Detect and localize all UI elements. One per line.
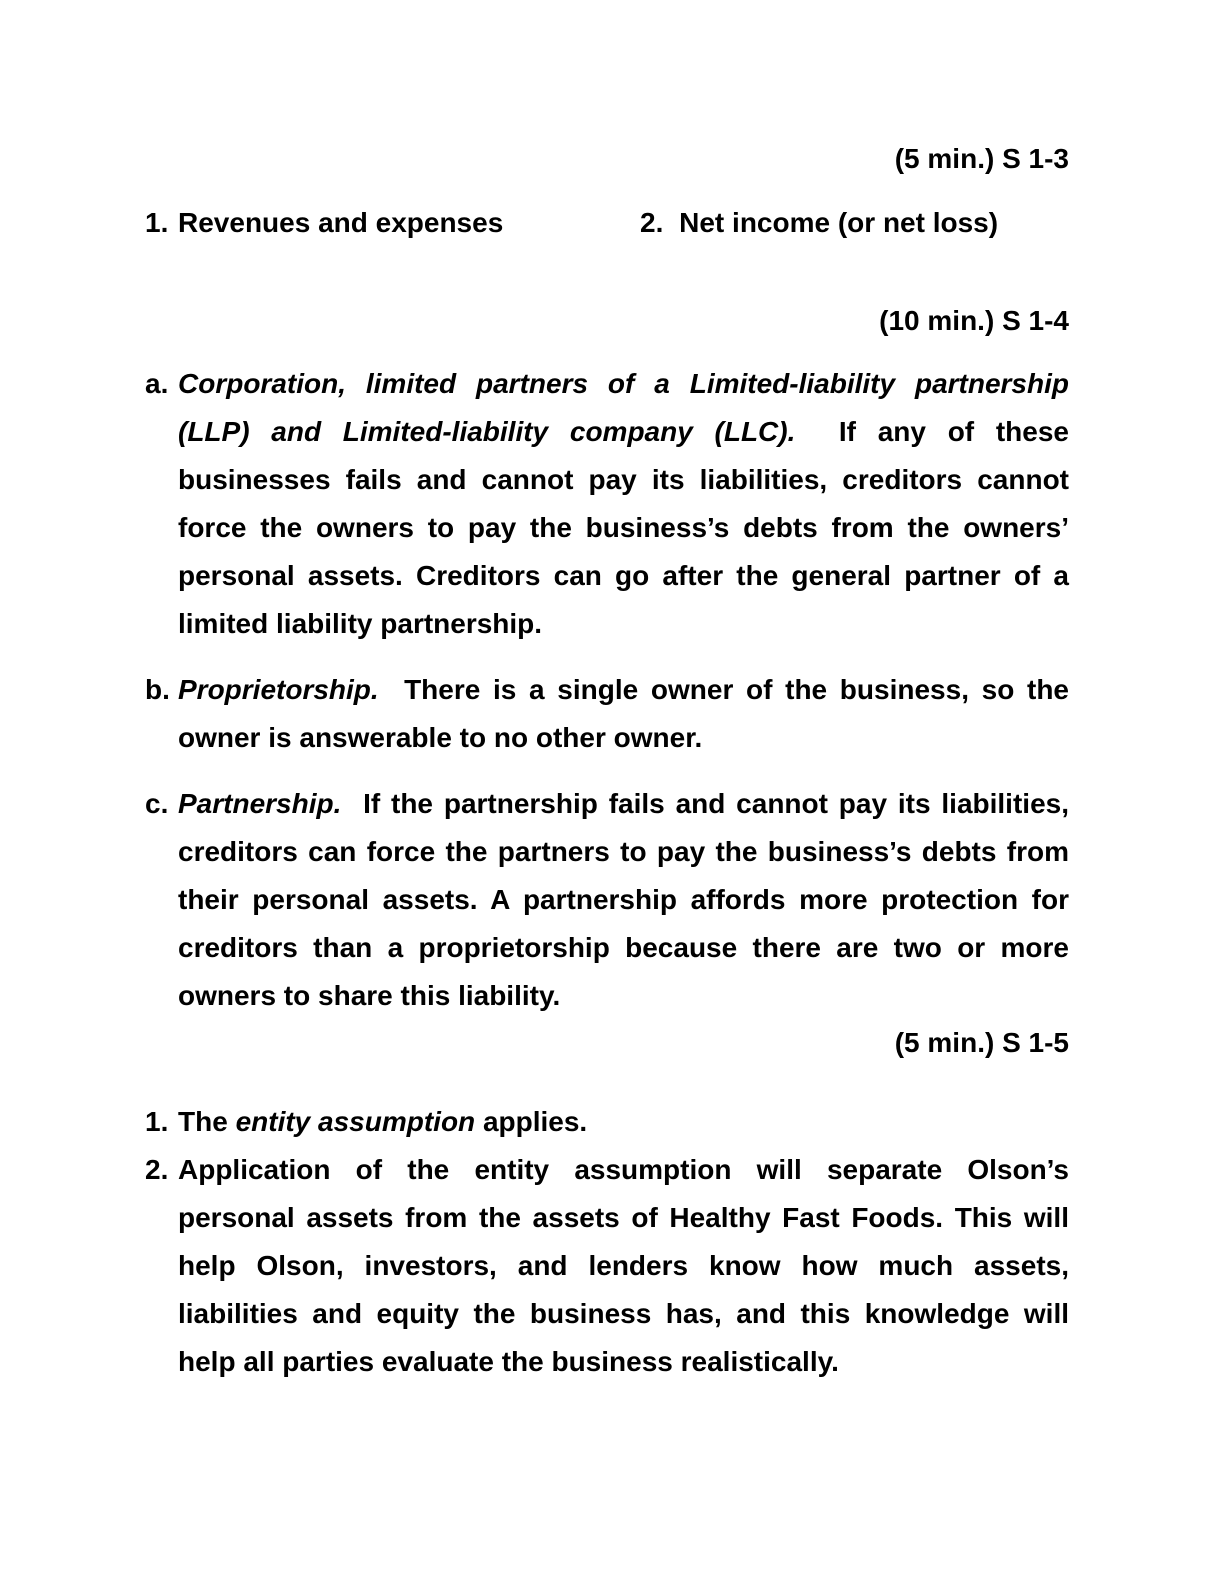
term-text: entity assumption [235, 1106, 476, 1137]
s1-4-item-c [145, 780, 1069, 1020]
item-text-pre: The [178, 1106, 228, 1137]
exercise-heading-s1-5: (5 min.) S 1-5 [894, 1027, 1069, 1058]
exercise-heading-s1-4: (10 min.) S 1-4 [879, 305, 1069, 336]
item-text: If the partnership fails and cannot pay its liabilities, creditors can force the partners to pay the business’s debts from their personal assets. A partnership affords more protection for creditors than a proprietorship because there are two or more owners to share this liability. [178, 788, 1069, 1011]
list-marker: 2. [145, 1154, 169, 1185]
s1-5-item-1 [145, 1098, 1069, 1146]
item-body [178, 360, 1069, 648]
item-body [178, 1098, 1069, 1146]
list-marker: b. [145, 674, 170, 705]
list-marker: c. [145, 788, 169, 819]
item-text: Revenues and expenses [178, 207, 504, 238]
s1-3-item-2 [640, 199, 998, 247]
term-text: Proprietorship. [178, 674, 379, 705]
item-text: If any of these businesses fails and cannot pay its liabilities, creditors cannot force the owners to pay the business’s debts from the owners’ personal assets. Creditors can go after the general partner of a limited liability partnership. [178, 416, 1070, 639]
s1-3-item-1 [145, 199, 645, 247]
item-text: Application of the entity assumption will separate Olson’s personal assets from the assets of Healthy Fast Foods. This will help Olson, investors, and lenders know how much assets, liabilities and equity the business has, and this knowledge will help all parties evaluate the business realistically. [178, 1154, 1069, 1377]
item-body [178, 666, 1069, 762]
s1-4-item-b [145, 666, 1069, 762]
term-text: Corporation, limited partners of a Limited-liability partnership (LLP) and Limited-liability company (LLC). [178, 368, 1069, 447]
s1-5-item-2 [145, 1146, 1069, 1386]
list-marker: 2. [640, 207, 664, 238]
list-marker: a. [145, 368, 169, 399]
item-body [178, 780, 1069, 1020]
term-text: Partnership. [178, 788, 342, 819]
item-text-post: applies. [482, 1106, 588, 1137]
list-marker: 1. [145, 1106, 169, 1137]
s1-4-item-a [145, 360, 1069, 648]
exercise-heading-s1-3: (5 min.) S 1-3 [894, 143, 1069, 174]
item-text: Net income (or net loss) [679, 207, 999, 238]
list-marker: 1. [145, 207, 169, 238]
item-text: There is a single owner of the business, so the owner is answerable to no other owner. [178, 674, 1070, 753]
